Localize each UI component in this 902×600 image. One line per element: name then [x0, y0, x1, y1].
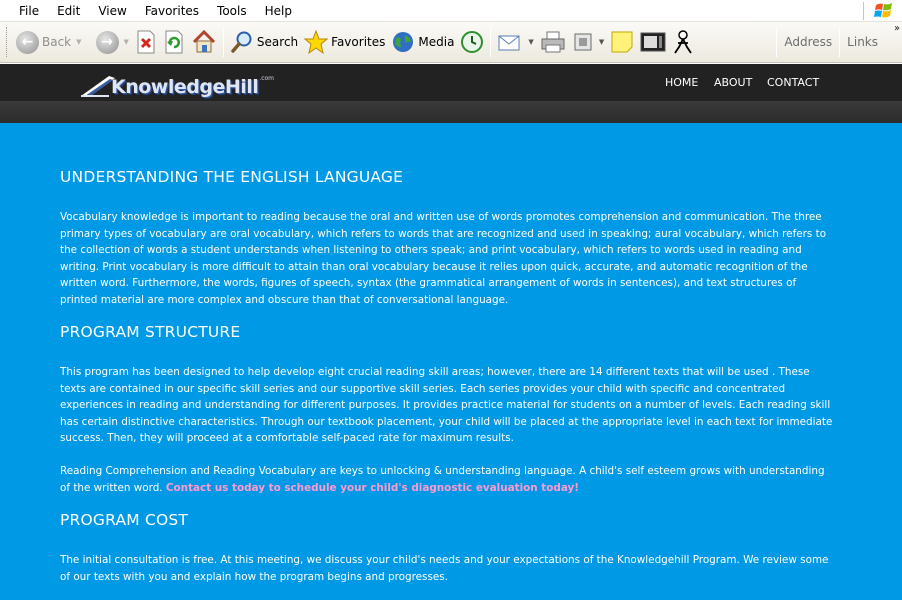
media-globe-icon [391, 30, 415, 54]
mail-button[interactable] [494, 26, 526, 58]
back-dropdown-icon[interactable]: ▼ [76, 38, 82, 46]
toolbar-separator [223, 27, 224, 57]
browser-toolbar [0, 22, 902, 63]
main-content [0, 123, 902, 600]
section-body-understanding: Vocabulary knowledge is important to reading because the oral and written use of words promotes comprehension and communication. The three primary types of vocabulary are oral vocabulary, which refers to words that are recognized and used in speaking; aural vocabulary, which refers to the collection of words a student understands when listening to others speak; and print vocabulary, which refers to words used in reading and writing. Print vocabulary is more difficult to attain than oral vocabulary because it relies upon quick, accurate, and automatic recognition of the written word. Furthermore, the words, figures of speech, syntax (the grammatical arrangement of words in sentences), and text structures of printed material are more complex and obscure than that of conversational language. [60, 211, 827, 306]
stop-icon [135, 30, 157, 54]
messenger-button[interactable] [637, 26, 669, 58]
nav-contact-link[interactable]: CONTACT [767, 76, 820, 89]
section-body-keys [60, 463, 836, 496]
toolbar-grip[interactable] [6, 27, 9, 57]
section-title-understanding: UNDERSTANDING THE ENGLISH LANGUAGE [60, 168, 404, 186]
edit-icon [572, 31, 594, 53]
links-bar-label[interactable]: Links [847, 35, 878, 49]
menu-tools[interactable]: Tools [217, 3, 247, 18]
note-icon [610, 30, 634, 54]
site-header-strip [0, 101, 902, 123]
media-button[interactable] [388, 26, 457, 58]
toolbar-separator [839, 27, 840, 57]
nav-about-link[interactable]: ABOUT [714, 76, 753, 89]
back-button[interactable] [13, 26, 74, 58]
user-icon [672, 29, 694, 55]
section-title-structure: PROGRAM STRUCTURE [60, 323, 241, 341]
favorites-star-icon [304, 30, 328, 54]
edit-dropdown-icon[interactable]: ▼ [598, 38, 605, 46]
section-body-cost: The initial consultation is free. At this meeting, we discuss your child's needs and your expectations of the Knowledgehill Program. We review some of our texts with you and explain how the program begins and progresses. [60, 554, 829, 583]
home-button[interactable] [188, 26, 220, 58]
menu-file[interactable]: File [19, 3, 40, 18]
menu-divider [863, 2, 864, 20]
nav-home-link[interactable]: HOME [665, 76, 699, 89]
favorites-label: Favorites [331, 35, 386, 49]
toolbar-separator [776, 27, 777, 57]
print-button[interactable] [537, 26, 569, 58]
research-button[interactable] [669, 26, 697, 58]
menu-favorites[interactable]: Favorites [144, 3, 200, 18]
discuss-button[interactable] [607, 26, 637, 58]
nav-contact[interactable] [767, 64, 819, 101]
home-icon [191, 29, 217, 55]
back-icon: ← [16, 31, 39, 54]
refresh-button[interactable] [160, 26, 188, 58]
menu-view[interactable]: View [98, 3, 127, 18]
media-label: Media [418, 35, 455, 49]
history-icon [460, 30, 484, 54]
edit-button[interactable] [569, 26, 597, 58]
menu-help[interactable]: Help [264, 3, 292, 18]
address-bar-label[interactable]: Address [784, 35, 833, 49]
nav-about[interactable] [714, 64, 752, 101]
refresh-icon [163, 30, 185, 54]
search-icon [230, 30, 254, 54]
search-label: Search [256, 35, 299, 49]
messenger-icon [640, 31, 666, 53]
search-button[interactable] [227, 26, 301, 58]
favorites-button[interactable] [301, 26, 388, 58]
section-title-cost: PROGRAM COST [60, 511, 189, 529]
forward-button[interactable] [93, 26, 122, 58]
contact-cta-link[interactable]: Contact us today to schedule your child's diagnostic evaluation today! [165, 481, 580, 494]
keys-text: Reading Comprehension and Reading Vocabulary are keys to unlocking & understanding language. A child's self esteem grows with understanding of the written word. [60, 465, 825, 494]
menu-bar [0, 0, 902, 22]
forward-icon: → [96, 31, 119, 54]
nav-home[interactable] [665, 64, 698, 101]
mail-icon [497, 31, 523, 53]
section-body-structure: This program has been designed to help develop eight crucial reading skill areas; however, there are 14 different texts that will be used . These texts are contained in our specific skill series and our supportive skill series. Each series provides your child with specific and concentrated experiences in reading and understanding for different purposes. It provides practice material for students on a number of levels. Each reading skill has certain distinctive characteristics. Through our textbook placement, your child will be placed at the appropriate level in each text for immediate success. Then, they will proceed at a comfortable self-paced rate for maximum results. [60, 366, 833, 444]
mail-dropdown-icon[interactable]: ▼ [528, 38, 534, 46]
logo-suffix: .com [259, 75, 275, 82]
back-label: Back [42, 35, 72, 49]
windows-logo-icon [874, 1, 894, 20]
history-button[interactable] [457, 26, 487, 58]
print-icon [540, 30, 566, 54]
site-logo[interactable] [79, 74, 274, 98]
toolbar-overflow-icon[interactable]: ›› [894, 23, 898, 34]
forward-dropdown-icon[interactable]: ▼ [123, 38, 129, 46]
toolbar-separator [490, 27, 491, 57]
menu-edit[interactable]: Edit [57, 3, 81, 18]
logo-text: KnowledgeHill [111, 76, 259, 98]
stop-button[interactable] [132, 26, 160, 58]
